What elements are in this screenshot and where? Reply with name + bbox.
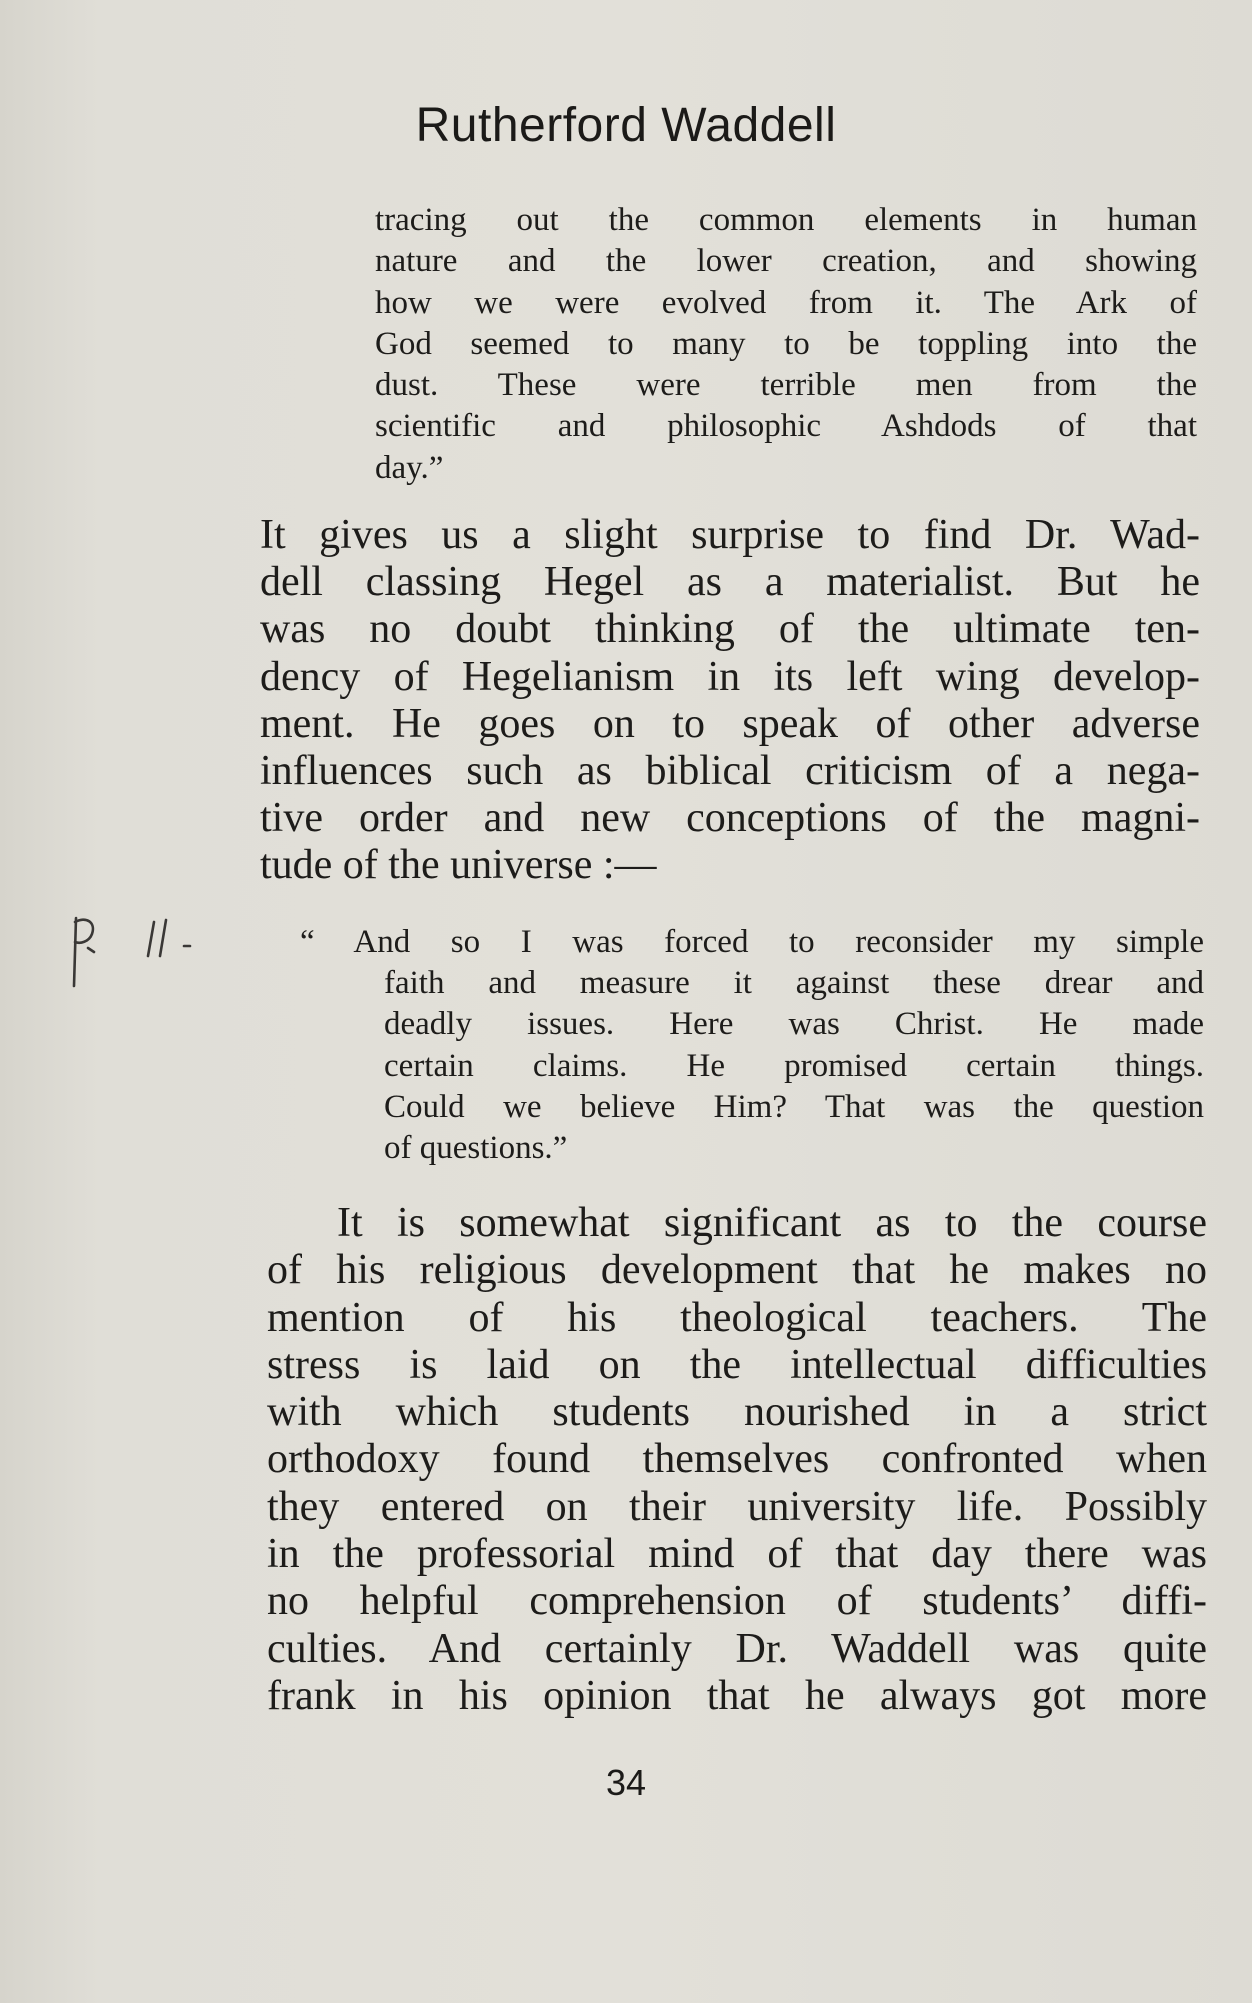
paragraph-line: no helpful comprehension of students’ diffi- (267, 1578, 1207, 1625)
paragraph-line: dency of Hegelianism in its left wing develop- (260, 653, 1200, 700)
paragraph-line: It gives us a slight surprise to find Dr. Wad- (260, 512, 1200, 558)
paragraph-line: tive order and new conceptions of the magni- (260, 795, 1200, 842)
quote-line: of questions.” (384, 1130, 568, 1167)
paragraph-line: culties. And certainly Dr. Waddell was quite (267, 1625, 1207, 1672)
quote-line: tracing out the common elements in human (375, 202, 1197, 238)
paragraph-line: frank in his opinion that he always got more (267, 1672, 1207, 1719)
paragraph-2 (267, 1200, 1207, 1720)
quote-line: nature and the lower creation, and showing (375, 243, 1197, 280)
paragraph-line: tude of the universe :— (260, 842, 657, 889)
paragraph-line: orthodoxy found themselves confronted when (267, 1436, 1207, 1483)
block-quote-1 (375, 200, 1197, 489)
paragraph-line: they entered on their university life. Possibly (267, 1483, 1207, 1530)
paragraph-line: It is somewhat significant as to the course (337, 1200, 1207, 1246)
quote-line: “ And so I was forced to reconsider my simple (300, 924, 1204, 960)
quote-line: scientific and philosophic Ashdods of that (375, 408, 1197, 445)
running-head: Rutherford Waddell (415, 99, 837, 152)
quote-line: God seemed to many to be toppling into the (375, 325, 1197, 362)
quote-line: certain claims. He promised certain things. (384, 1047, 1204, 1084)
paragraph-line: ment. He goes on to speak of other adverse (260, 700, 1200, 747)
quote-line: deadly issues. Here was Christ. He made (384, 1006, 1204, 1043)
paragraph-line: in the professorial mind of that day there was (267, 1531, 1207, 1578)
quote-line: faith and measure it against these drear and (384, 965, 1204, 1002)
paragraph-line: influences such as biblical criticism of a nega- (260, 748, 1200, 795)
paragraph-line: dell classing Hegel as a materialist. But he (260, 559, 1200, 606)
block-quote-2 (300, 922, 1204, 1169)
quote-line: how we were evolved from it. The Ark of (375, 284, 1197, 321)
paragraph-line: with which students nourished in a strict (267, 1389, 1207, 1436)
quote-line: day.” (375, 449, 444, 486)
quote-line: dust. These were terrible men from the (375, 367, 1197, 404)
paragraph-1 (260, 512, 1200, 890)
quote-line: Could we believe Him? That was the question (384, 1088, 1204, 1125)
handwritten-margin-note (62, 908, 222, 998)
page-number: 34 (605, 1762, 647, 1803)
paragraph-line: stress is laid on the intellectual difficulties (267, 1341, 1207, 1388)
paragraph-line: was no doubt thinking of the ultimate ten- (260, 606, 1200, 653)
paragraph-line: mention of his theological teachers. The (267, 1294, 1207, 1341)
paragraph-line: of his religious development that he makes no (267, 1247, 1207, 1294)
